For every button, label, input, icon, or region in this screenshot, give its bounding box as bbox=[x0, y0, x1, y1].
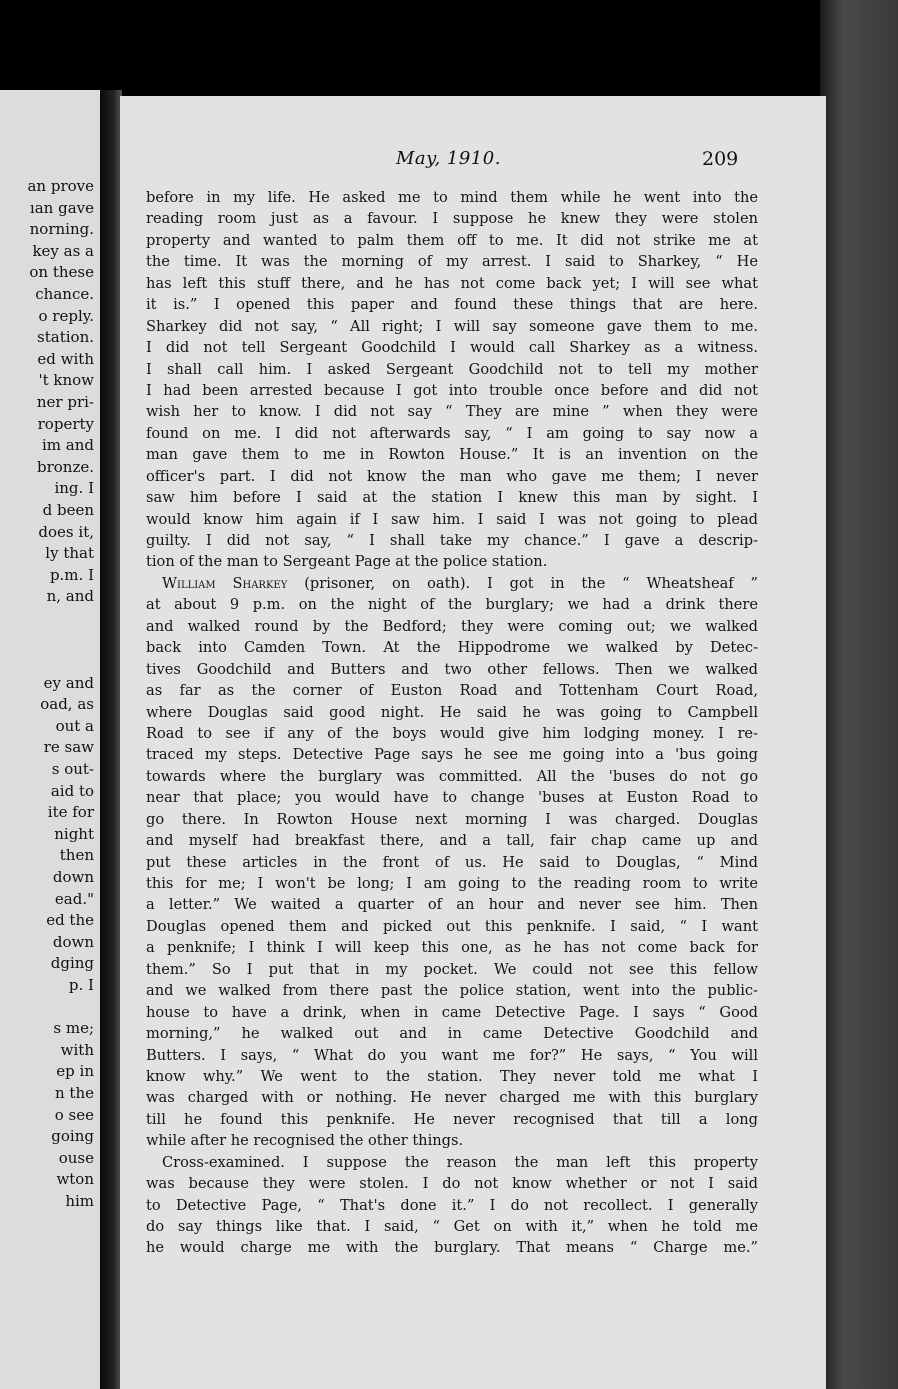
text-line: house to have a drink, when in came Detective Page. I says “ Good bbox=[146, 1003, 758, 1021]
previous-page-line: o reply. bbox=[38, 306, 94, 325]
previous-page-line bbox=[27, 629, 94, 651]
text-line: traced my steps. Detective Page says he see me going into a 'bus going bbox=[146, 746, 758, 764]
previous-page-line: out a bbox=[55, 716, 94, 735]
text-line: Douglas opened them and picked out this penknife. I said, “ I want bbox=[146, 917, 758, 935]
previous-page-line: ed the bbox=[46, 911, 94, 930]
text-line: where Douglas said good night. He said he was going to Campbell bbox=[146, 703, 758, 721]
text-line: do say things like that. I said, “ Get on with it,” when he told me bbox=[146, 1218, 758, 1235]
page-body bbox=[146, 187, 758, 1259]
text-line: tives Goodchild and Butters and two other fellows. Then we walked bbox=[146, 660, 758, 678]
text-line: I shall call him. I asked Sergeant Goodchild not to tell my mother bbox=[146, 360, 758, 378]
text-line: man gave them to me in Rowton House.” It is an invention on the bbox=[146, 446, 758, 464]
text-line: morning,” he walked out and in came Detective Goodchild and bbox=[146, 1025, 758, 1043]
text-line: tion of the man to Sergeant Page at the police station. bbox=[146, 553, 548, 571]
running-head: May, 1910. bbox=[396, 148, 501, 169]
text-line: near that place; you would have to change 'buses at Euston Road to bbox=[146, 789, 758, 807]
previous-page-line: oad, as bbox=[40, 695, 94, 714]
previous-page-line: him bbox=[65, 1191, 94, 1210]
text-line: I had been arrested because I got into trouble once before and did not bbox=[146, 381, 758, 399]
previous-page-line: ite for bbox=[47, 803, 94, 822]
previous-page-line: ıan gave bbox=[29, 198, 94, 217]
text-line: Butters. I says, “ What do you want me for?” He says, “ You will bbox=[146, 1046, 758, 1064]
text-line: he would charge me with the burglary. That means “ Charge me.” bbox=[146, 1239, 758, 1257]
previous-page-line: on these bbox=[29, 263, 94, 282]
text-line: wish her to know. I did not say “ They are mine ” when they were bbox=[146, 403, 758, 421]
text-line: it is.” I opened this paper and found these things that are here. bbox=[146, 296, 758, 314]
text-line: would know him again if I saw him. I said I was not going to plead bbox=[146, 510, 758, 528]
speaker-name: William Sharkey bbox=[162, 574, 288, 592]
previous-page-line: d been bbox=[42, 500, 94, 519]
previous-page-line: dging bbox=[50, 954, 94, 973]
text-line: this for me; I won't be long; I am going to the reading room to write bbox=[146, 875, 758, 892]
text-line: a penknife; I think I will keep this one, as he has not come back for bbox=[146, 939, 758, 957]
text-line: has left this stuff there, and he has not come back yet; I will see what bbox=[146, 274, 758, 292]
previous-page-line: chance. bbox=[35, 284, 94, 303]
previous-page-line: p.m. I bbox=[49, 565, 94, 584]
text-line: was charged with or nothing. He never charged me with this burglary bbox=[146, 1089, 758, 1107]
text-line: Road to see if any of the boys would give him lodging money. I re- bbox=[146, 724, 758, 742]
previous-page-line: ner pri- bbox=[36, 392, 94, 411]
book-gutter bbox=[100, 90, 122, 1389]
text-line: while after he recognised the other things. bbox=[146, 1132, 464, 1150]
previous-page-line: re saw bbox=[43, 738, 94, 757]
text-line: before in my life. He asked me to mind them while he went into the bbox=[146, 189, 758, 206]
scanner-background bbox=[820, 0, 898, 1389]
text-line: and we walked from there past the police station, went into the public- bbox=[146, 982, 758, 1000]
previous-page-line: with bbox=[60, 1040, 94, 1059]
previous-page-line: s me; bbox=[53, 1019, 94, 1038]
text-line: them.” So I put that in my pocket. We could not see this fellow bbox=[146, 960, 758, 978]
text-line: go there. In Rowton House next morning I was charged. Douglas bbox=[146, 810, 758, 828]
text-line: a letter.” We waited a quarter of an hour and never see him. Then bbox=[146, 896, 758, 914]
previous-page-line: down bbox=[52, 868, 94, 886]
previous-page-line: n the bbox=[55, 1083, 94, 1102]
text-line: guilty. I did not say, “ I shall take my chance.” I gave a descrip- bbox=[146, 532, 758, 549]
previous-page-line: ep in bbox=[56, 1062, 94, 1081]
previous-page-line: then bbox=[59, 846, 94, 865]
previous-page-line: p. I bbox=[68, 975, 94, 994]
text-line: property and wanted to palm them off to me. It did not strike me at bbox=[146, 231, 758, 249]
text-line: at about 9 p.m. on the night of the burglary; we had a drink there bbox=[146, 596, 758, 614]
line-text: (prisoner, on oath). I got in the “ Wheatsheaf ” bbox=[287, 574, 758, 592]
previous-page-line: down bbox=[52, 932, 94, 951]
text-line: Cross-examined. I suppose the reason the man left this property bbox=[162, 1153, 758, 1171]
previous-page-edge bbox=[0, 90, 102, 1389]
text-line: and walked round by the Bedford; they were coming out; we walked bbox=[146, 617, 758, 635]
text-line: as far as the corner of Euston Road and Tottenham Court Road, bbox=[146, 682, 758, 700]
previous-page-line: ead." bbox=[54, 889, 94, 908]
previous-page-line: ouse bbox=[58, 1148, 94, 1167]
previous-page-line: ey and bbox=[43, 673, 94, 692]
previous-page-line: aid to bbox=[50, 781, 94, 800]
previous-page-line: norning. bbox=[29, 220, 94, 239]
previous-page-line: n, and bbox=[46, 587, 94, 606]
previous-page-line: wton bbox=[56, 1170, 94, 1189]
text-line: to Detective Page, “ That's done it.” I do not recollect. I generally bbox=[146, 1196, 758, 1214]
text-line: know why.” We went to the station. They never told me what I bbox=[146, 1067, 758, 1085]
text-line: Sharkey did not say, “ All right; I will say someone gave them to me. bbox=[146, 317, 758, 335]
page-header bbox=[120, 148, 826, 174]
previous-page-line: im and bbox=[42, 436, 94, 455]
previous-page-line: going bbox=[51, 1127, 94, 1146]
text-line: was because they were stolen. I do not know whether or not I said bbox=[146, 1175, 758, 1193]
text-line: and myself had breakfast there, and a tall, fair chap came up and bbox=[146, 832, 758, 850]
page-number: 209 bbox=[702, 148, 739, 170]
previous-page-line: ing. I bbox=[54, 479, 94, 498]
previous-page-line: key as a bbox=[32, 241, 94, 260]
text-line: till he found this penknife. He never recognised that till a long bbox=[146, 1110, 758, 1128]
previous-page-text-fragments bbox=[27, 176, 94, 1213]
text-line bbox=[146, 573, 758, 594]
previous-page-line bbox=[27, 608, 94, 630]
text-line: put these articles in the front of us. He said to Douglas, “ Mind bbox=[146, 853, 758, 871]
previous-page-line: ly that bbox=[45, 544, 94, 563]
text-line: I did not tell Sergeant Goodchild I would call Sharkey as a witness. bbox=[146, 339, 758, 357]
previous-page-line: bronze. bbox=[36, 457, 94, 476]
previous-page-line: 't know bbox=[38, 371, 94, 390]
previous-page-line: station. bbox=[37, 328, 94, 347]
book-page bbox=[120, 96, 826, 1389]
previous-page-line: does it, bbox=[38, 522, 94, 541]
previous-page-line bbox=[27, 651, 94, 673]
previous-page-line: s out- bbox=[51, 760, 94, 779]
previous-page-line bbox=[27, 997, 94, 1019]
previous-page-line: an prove bbox=[27, 177, 94, 195]
previous-page-line: roperty bbox=[37, 414, 94, 433]
text-line: found on me. I did not afterwards say, “ I am going to say now a bbox=[146, 424, 758, 442]
text-line: saw him before I said at the station I knew this man by sight. I bbox=[146, 489, 758, 507]
previous-page-line: o see bbox=[54, 1105, 94, 1124]
text-line: back into Camden Town. At the Hippodrome we walked by Detec- bbox=[146, 639, 758, 657]
previous-page-line: ed with bbox=[37, 349, 94, 368]
text-line: officer's part. I did not know the man who gave me them; I never bbox=[146, 467, 758, 485]
text-line: towards where the burglary was committed. All the 'buses do not go bbox=[146, 767, 758, 785]
previous-page-line: night bbox=[54, 824, 94, 843]
text-line: the time. It was the morning of my arrest. I said to Sharkey, “ He bbox=[146, 253, 758, 271]
text-line: reading room just as a favour. I suppose he knew they were stolen bbox=[146, 210, 758, 228]
